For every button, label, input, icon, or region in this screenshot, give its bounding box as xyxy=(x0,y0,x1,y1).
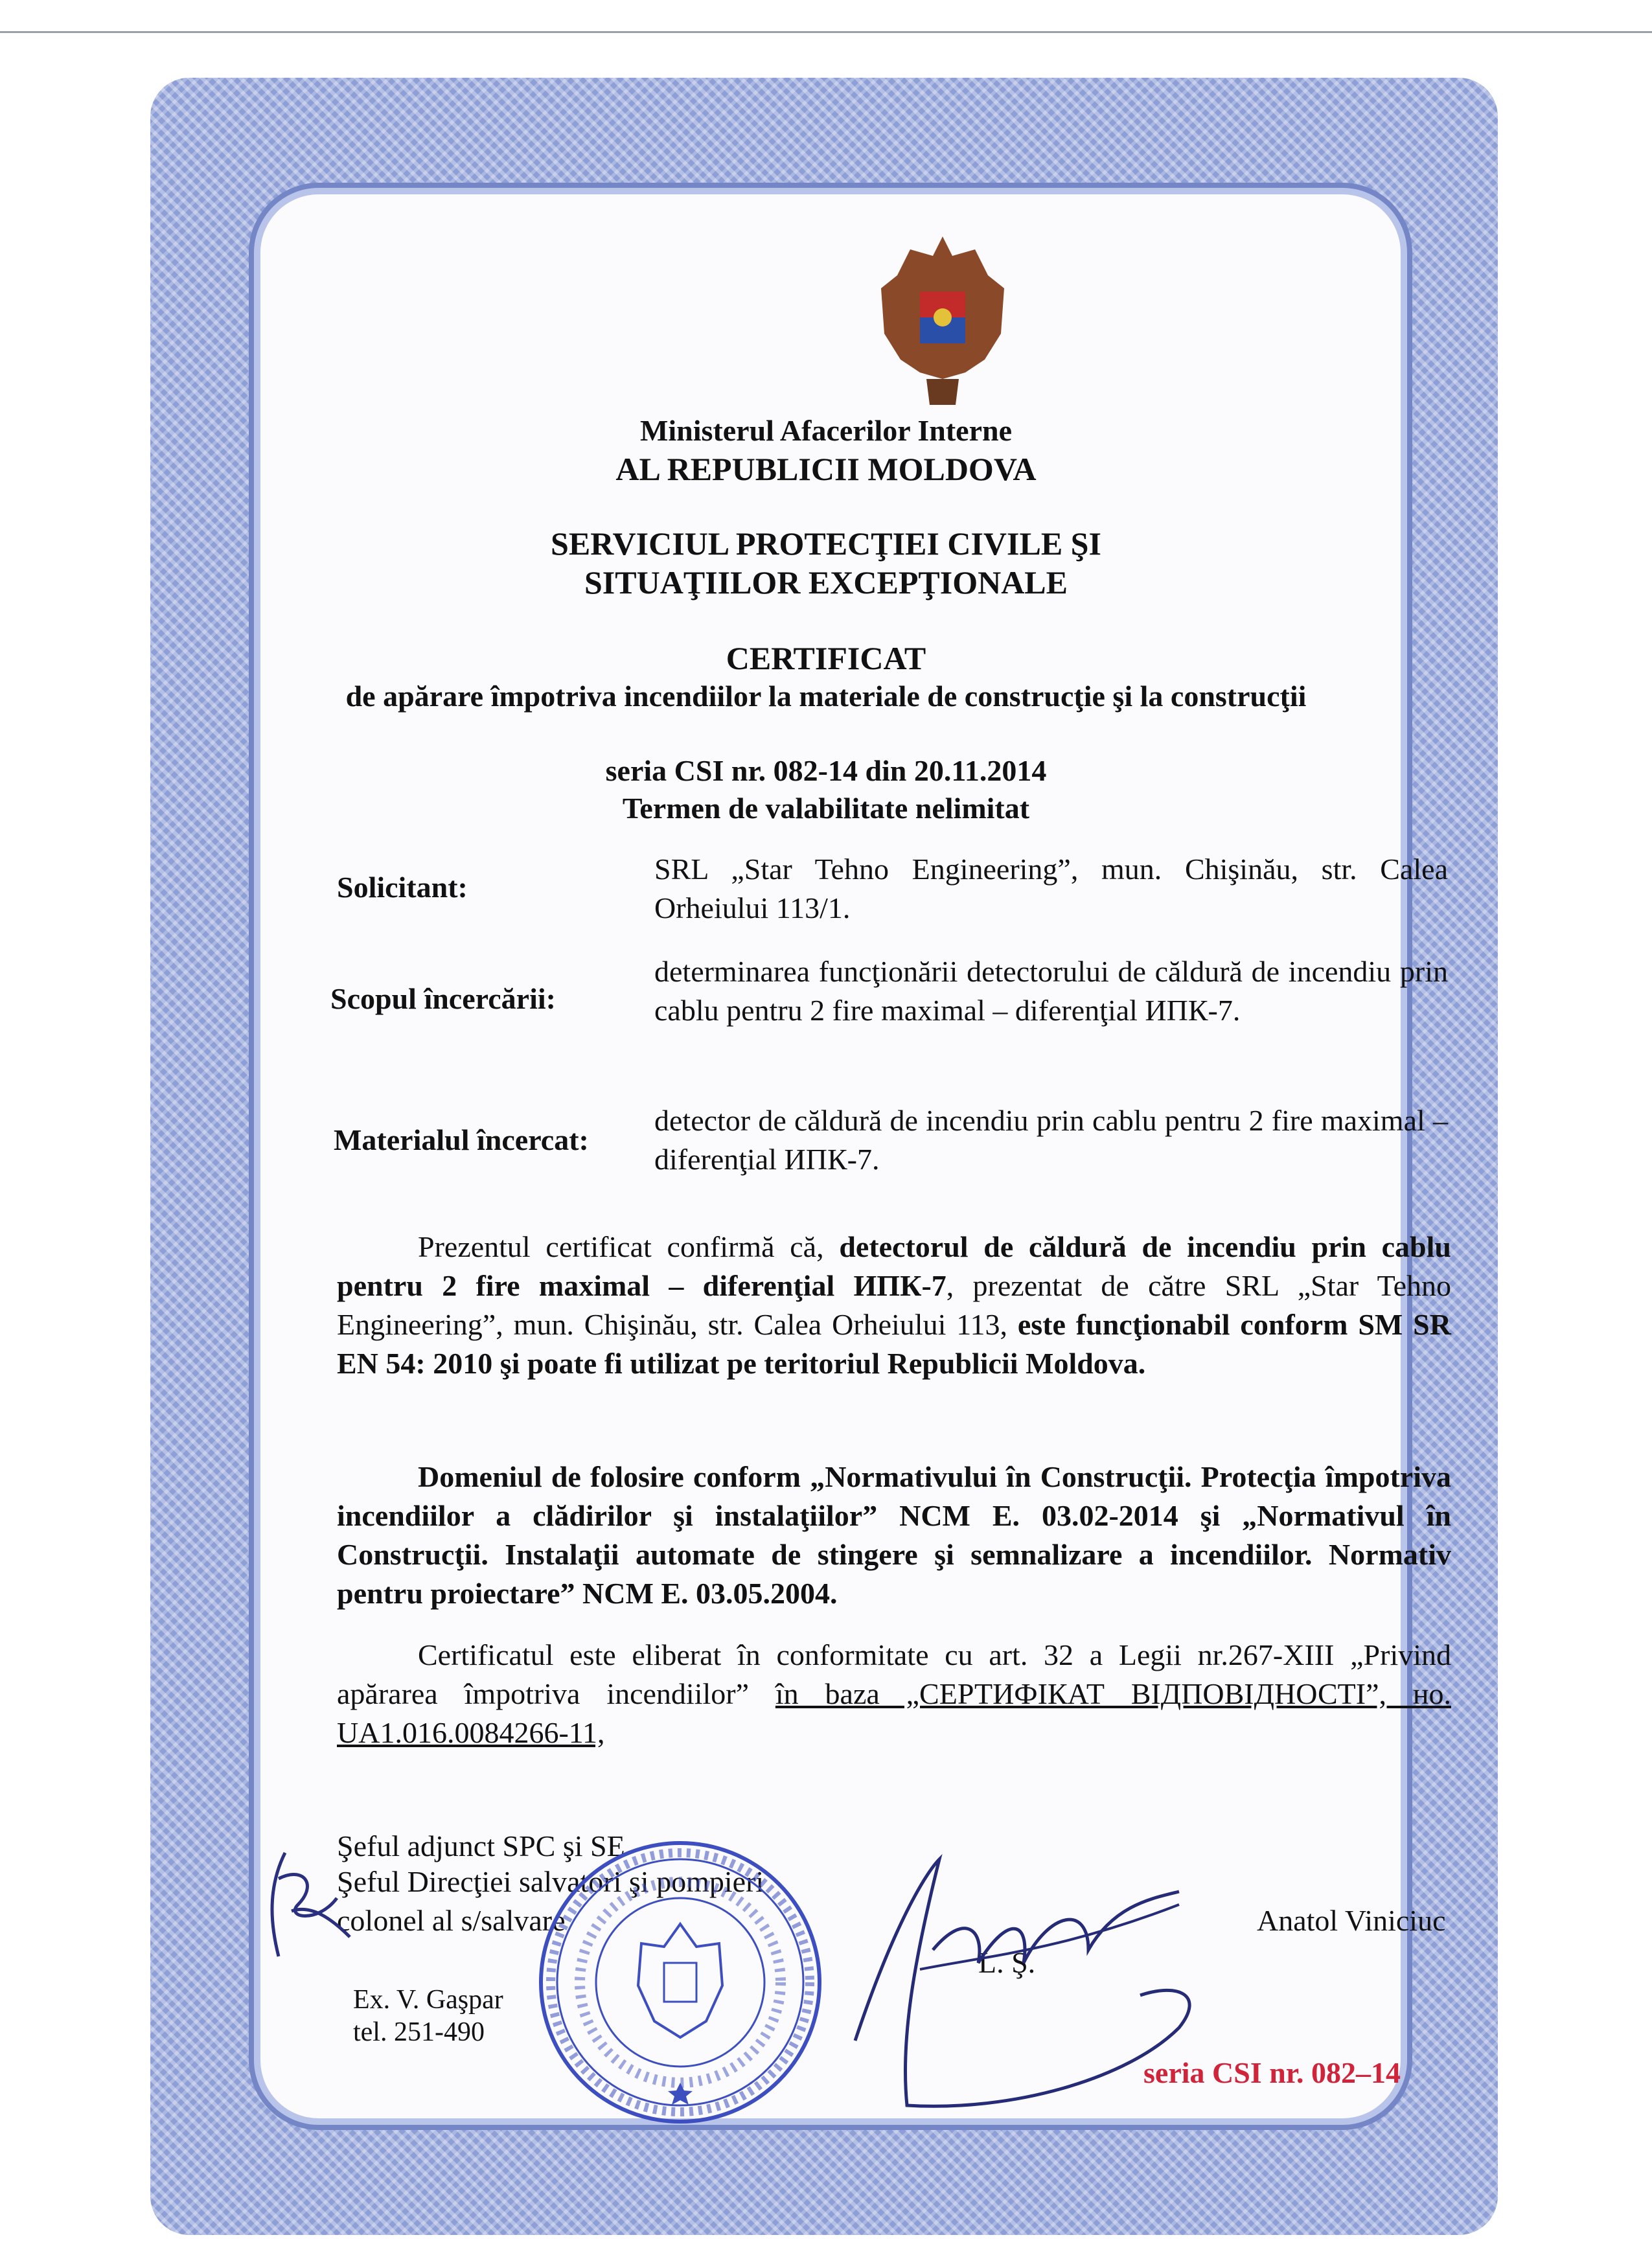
certificate-subtitle: de apărare împotriva incendiilor la materiale de construcţie şi la construcţii xyxy=(345,680,1307,713)
signature-initial-icon xyxy=(259,1840,363,1963)
executor-name: Ex. V. Gaşpar xyxy=(353,1985,503,2015)
service-line2: SITUAŢIILOR EXCEPŢIONALE xyxy=(584,564,1068,601)
signatory-line2: Şeful Direcţiei salvatori şi pompieri xyxy=(337,1865,764,1898)
paragraph-legal-basis-part1: Certificatul este eliberat în conformitate cu art. 32 a Legii nr.267-XIII „Privind apărarea împotriva incendiilor” xyxy=(337,1638,1451,1710)
signatory-name: Anatol Viniciuc xyxy=(1257,1904,1446,1937)
signature-icon xyxy=(816,1833,1218,2138)
signatory-line3: colonel al s/salvare xyxy=(337,1904,566,1937)
field-label-materialul: Materialul încercat: xyxy=(334,1123,589,1156)
footer-series: seria CSI nr. 082–14 xyxy=(1143,2056,1401,2089)
paragraph-legal-basis xyxy=(337,1636,1451,1752)
official-stamp-icon xyxy=(531,1833,829,2131)
paragraph-domain: Domeniul de folosire conform „Normativului în Construcţii. Protecţia împotriva incendiilor a clădirilor şi instalaţiilor” NCM E. 03.02-2014 şi „Normativul în Construcţii. Instalaţii automate de stingere şi semnalizare a incendiilor. Normativ pentru proiectare” NCM E. 03.05.2004. xyxy=(337,1460,1451,1610)
certificate-validity: Termen de valabilitate nelimitat xyxy=(622,792,1030,825)
service-line1: SERVICIUL PROTECŢIEI CIVILE ŞI xyxy=(551,525,1101,562)
paragraph-confirmation-part4: este funcţionabil conform SM SR EN 54: 2010 şi poate fi utilizat pe teritoriul Republicii Moldova. xyxy=(337,1308,1451,1380)
field-label-solicitant: Solicitant: xyxy=(337,871,468,904)
field-value-scopul: determinarea funcţionării detectorului de căldură de incendiu prin cablu pentru 2 fire maximal – diferenţial ИПК-7. xyxy=(654,955,1448,1027)
executor-phone: tel. 251-490 xyxy=(353,2017,485,2047)
certificate-series: seria CSI nr. 082-14 din 20.11.2014 xyxy=(605,754,1047,787)
field-label-scopul: Scopul încercării: xyxy=(330,982,556,1015)
signatory-line1: Şeful adjunct SPC şi SE xyxy=(337,1829,625,1862)
paragraph-confirmation xyxy=(337,1228,1451,1383)
certificate-title: CERTIFICAT xyxy=(726,640,926,676)
ministry-line2: AL REPUBLICII MOLDOVA xyxy=(615,451,1037,487)
field-value-materialul: detector de căldură de incendiu prin cablu pentru 2 fire maximal – diferenţial ИПК-7. xyxy=(654,1104,1448,1176)
coat-of-arms-icon xyxy=(868,230,1017,418)
ministry-line1: Ministerul Afacerilor Interne xyxy=(639,414,1012,447)
paragraph-confirmation-part1: Prezentul certificat confirmă că, xyxy=(418,1230,840,1263)
scan-edge-line xyxy=(0,31,1652,33)
paragraph-legal-basis-part2: în baza „СЕРТИФІКАТ ВІДПОВІДНОСТІ”, но. UA1.016.0084266-11, xyxy=(337,1677,1451,1749)
paragraph-confirmation-part3: , prezentat de către SRL „Star Tehno Engineering”, mun. Chişinău, str. Calea Orheiului 113, xyxy=(337,1269,1451,1341)
paragraph-confirmation-part2: detectorul de căldură de incendiu prin cablu pentru 2 fire maximal – diferenţial ИПК-7 xyxy=(337,1230,1451,1302)
ls-mark: L. Ş. xyxy=(978,1946,1036,1979)
field-value-solicitant: SRL „Star Tehno Engineering”, mun. Chişinău, str. Calea Orheiului 113/1. xyxy=(654,853,1448,924)
